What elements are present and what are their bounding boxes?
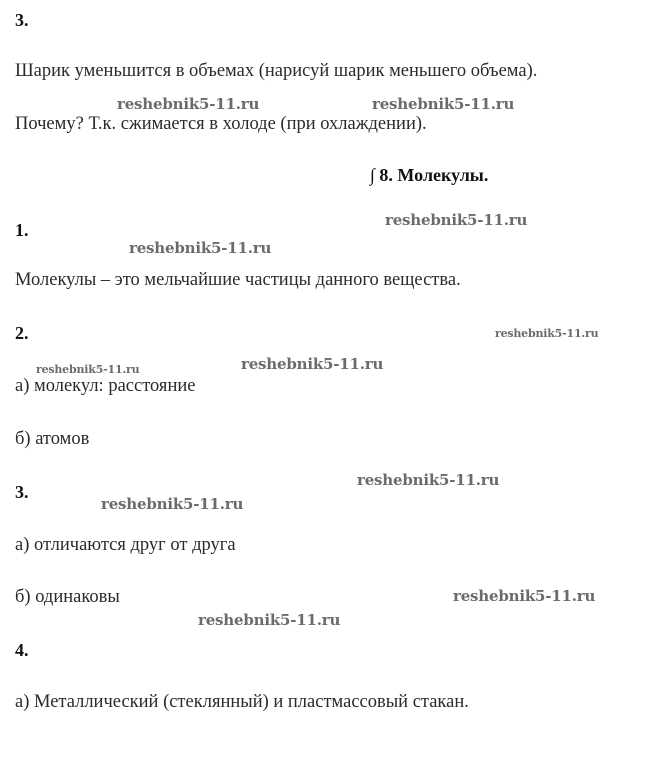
watermark: reshebnik5-11.ru bbox=[117, 95, 260, 113]
watermark: reshebnik5-11.ru bbox=[101, 495, 244, 513]
watermark: reshebnik5-11.ru bbox=[453, 587, 596, 605]
answer-line: б) одинаковы bbox=[15, 587, 120, 607]
watermark: reshebnik5-11.ru bbox=[241, 355, 384, 373]
question-number: 1. bbox=[15, 220, 29, 240]
answer-line: а) молекул: расстояние bbox=[15, 376, 196, 396]
watermark: reshebnik5-11.ru bbox=[385, 211, 528, 229]
answer-line: Молекулы – это мельчайшие частицы данного вещества. bbox=[15, 270, 461, 290]
watermark: reshebnik5-11.ru bbox=[495, 327, 599, 340]
answer-line: а) отличаются друг от друга bbox=[15, 535, 236, 555]
answer-line: Шарик уменьшится в объемах (нарисуй шарик меньшего объема). bbox=[15, 61, 538, 81]
watermark: reshebnik5-11.ru bbox=[129, 239, 272, 257]
answer-line: Почему? Т.к. сжимается в холоде (при охлаждении). bbox=[15, 114, 427, 134]
question-number: 4. bbox=[15, 640, 29, 660]
watermark: reshebnik5-11.ru bbox=[372, 95, 515, 113]
watermark: reshebnik5-11.ru bbox=[198, 611, 341, 629]
answer-line: б) атомов bbox=[15, 429, 90, 449]
watermark: reshebnik5-11.ru bbox=[36, 363, 140, 376]
question-number: 2. bbox=[15, 323, 29, 343]
question-number: 3. bbox=[15, 482, 29, 502]
watermark: reshebnik5-11.ru bbox=[357, 471, 500, 489]
question-number: 3. bbox=[15, 10, 29, 30]
section-heading: ∫ 8. Молекулы. bbox=[370, 165, 489, 185]
answer-line: а) Металлический (стеклянный) и пластмассовый стакан. bbox=[15, 692, 469, 712]
